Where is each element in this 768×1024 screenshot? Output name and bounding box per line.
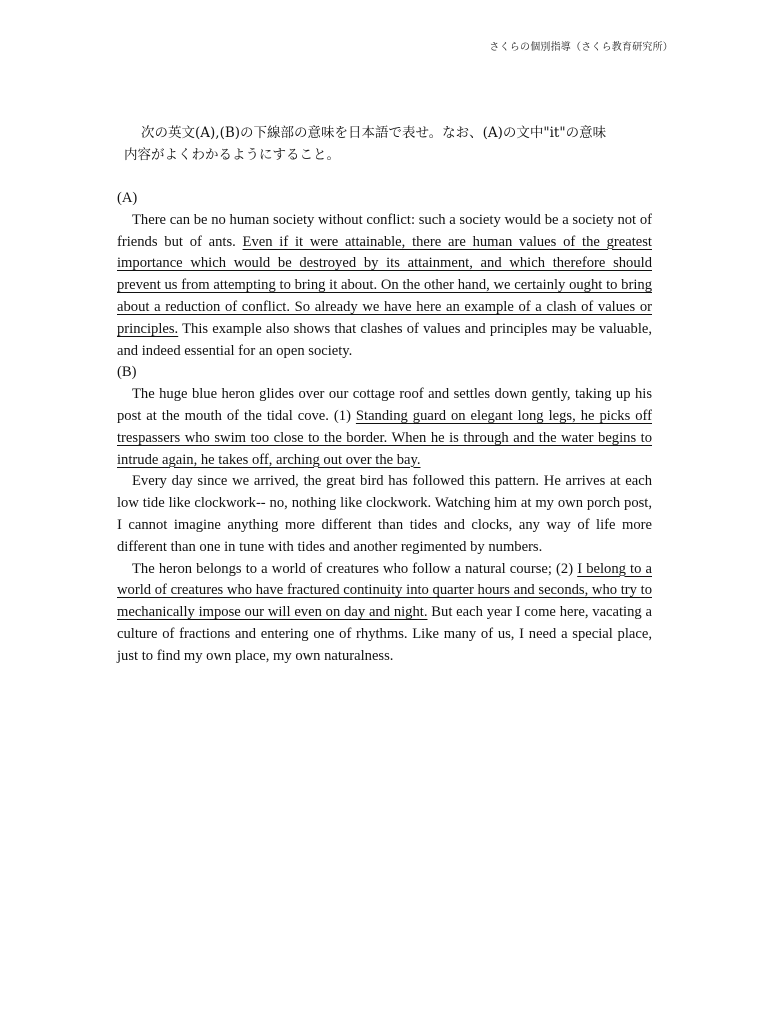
- text-segment: But each year I come here, vacating a culture of fractions and entering one of rhythms. Like many of us, I need a special place, just to find my own place, my own naturalness.: [117, 604, 652, 664]
- passage-body: [117, 188, 652, 668]
- underlined-segment: Even if it were attainable, there are human values of the greatest importance which would be destroyed by its attainment, and which therefore should prevent us from attempting to bring it about. On the other hand, we certainly ought to bring about a reduction of conflict. So already we have here an example of a clash of values or principles.: [117, 233, 652, 337]
- section-b-label: (B): [117, 364, 137, 381]
- sectionA-paragraph: [117, 210, 652, 363]
- page-header: さくらの個別指導（さくら教育研究所）: [489, 42, 673, 53]
- instructions-line-2: 内容がよくわかるようにすること。: [124, 147, 340, 163]
- text-segment: The heron belongs to a world of creatures who follow a natural course; (2): [132, 560, 578, 577]
- instructions-line-1: 次の英文(A),(B)の下線部の意味を日本語で表せ。なお、(A)の文中"it"の意味: [141, 125, 607, 141]
- text-segment: This example also shows that clashes of values and principles may be valuable, and indeed essential for an open society.: [117, 320, 652, 359]
- question-instructions: [124, 122, 664, 166]
- section-a-label: (A): [117, 190, 138, 206]
- underlined-segment: I belong to a world of creatures who have fractured continuity into quarter hours and seconds, who try to mechanically impose our will even on day and night.: [117, 560, 652, 621]
- sectionB-paragraph: [117, 384, 652, 471]
- underlined-segment: Standing guard on elegant long legs, he picks off trespassers who swim too close to the border. When he is through and the water begins to intrude again, he takes off, arching out over the bay.: [117, 407, 652, 468]
- section-b-passage: [117, 384, 652, 667]
- text-segment: Every day since we arrived, the great bird has followed this pattern. He arrives at each low tide like clockwork-- no, nothing like clockwork. Watching him at my own porch post, I cannot imagine anything more different than tides and clocks, any way of life more different than one in tune with tides and another regimented by numbers.: [117, 473, 652, 555]
- sectionB-paragraph: [117, 559, 652, 668]
- text-segment: The huge blue heron glides over our cottage roof and settles down gently, taking up his post at the mouth of the tidal cove. (1): [117, 386, 652, 424]
- sectionB-paragraph: [117, 471, 652, 558]
- section-a-passage: [117, 210, 652, 363]
- text-segment: There can be no human society without conflict: such a society would be a society not of friends but of ants.: [117, 211, 652, 250]
